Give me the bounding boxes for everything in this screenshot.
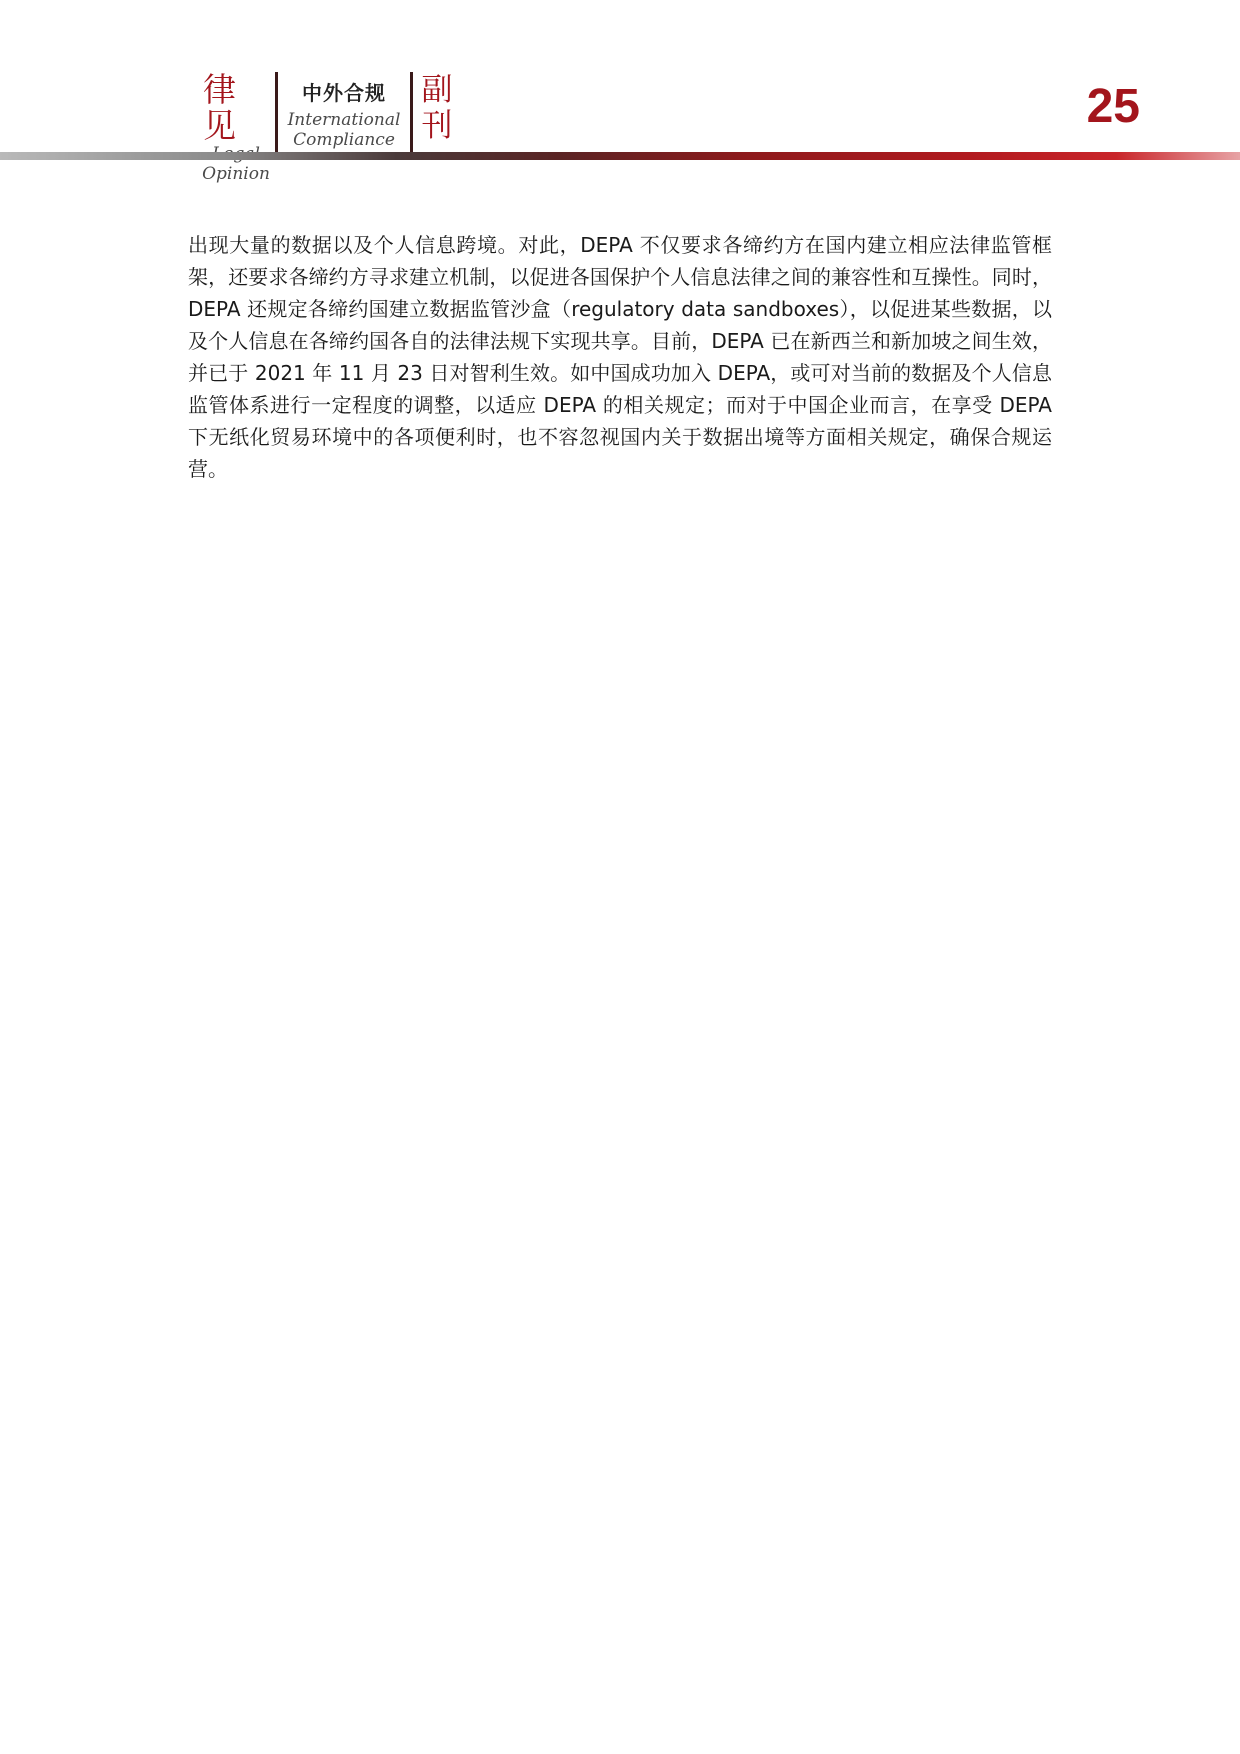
logo-legal-en-line2: Opinion bbox=[202, 164, 270, 184]
logo-fukan-char1: 副 bbox=[421, 72, 453, 108]
logo-intl-en-line2: Compliance bbox=[293, 130, 395, 150]
logo-divider bbox=[410, 72, 413, 154]
header-rule bbox=[0, 152, 1240, 160]
logo-legal-opinion bbox=[202, 70, 270, 184]
logo-legal-cn: 律见 bbox=[203, 70, 237, 145]
logo-intl-en-line1: International bbox=[287, 110, 401, 130]
logo-international-compliance bbox=[284, 72, 404, 154]
page-content bbox=[188, 229, 1052, 485]
logo-intl-cn: 中外合规 bbox=[302, 81, 386, 105]
logo-fukan-char2: 刊 bbox=[421, 108, 453, 144]
page-number: 25 bbox=[1086, 80, 1140, 133]
publication-logo bbox=[202, 70, 455, 184]
logo-divider bbox=[275, 72, 278, 154]
page-header bbox=[0, 0, 1240, 184]
body-paragraph: 出现大量的数据以及个人信息跨境。对此，DEPA 不仅要求各缔约方在国内建立相应法律监管框架，还要求各缔约方寻求建立机制，以促进各国保护个人信息法律之间的兼容性和互操性。同时，DEPA 还规定各缔约国建立数据监管沙盒（regulatory data sandboxes），以促进某些数据，以及个人信息在各缔约国各自的法律法规下实现共享。目前，DEPA 已在新西兰和新加坡之间生效，并已于 2021 年 11 月 23 日对智利生效。如中国成功加入 DEPA，或可对当前的数据及个人信息监管体系进行一定程度的调整，以适应 DEPA 的相关规定；而对于中国企业而言，在享受 DEPA 下无纸化贸易环境中的各项便利时，也不容忽视国内关于数据出境等方面相关规定，确保合规运营。 bbox=[188, 233, 1052, 481]
logo-supplement bbox=[419, 72, 455, 154]
